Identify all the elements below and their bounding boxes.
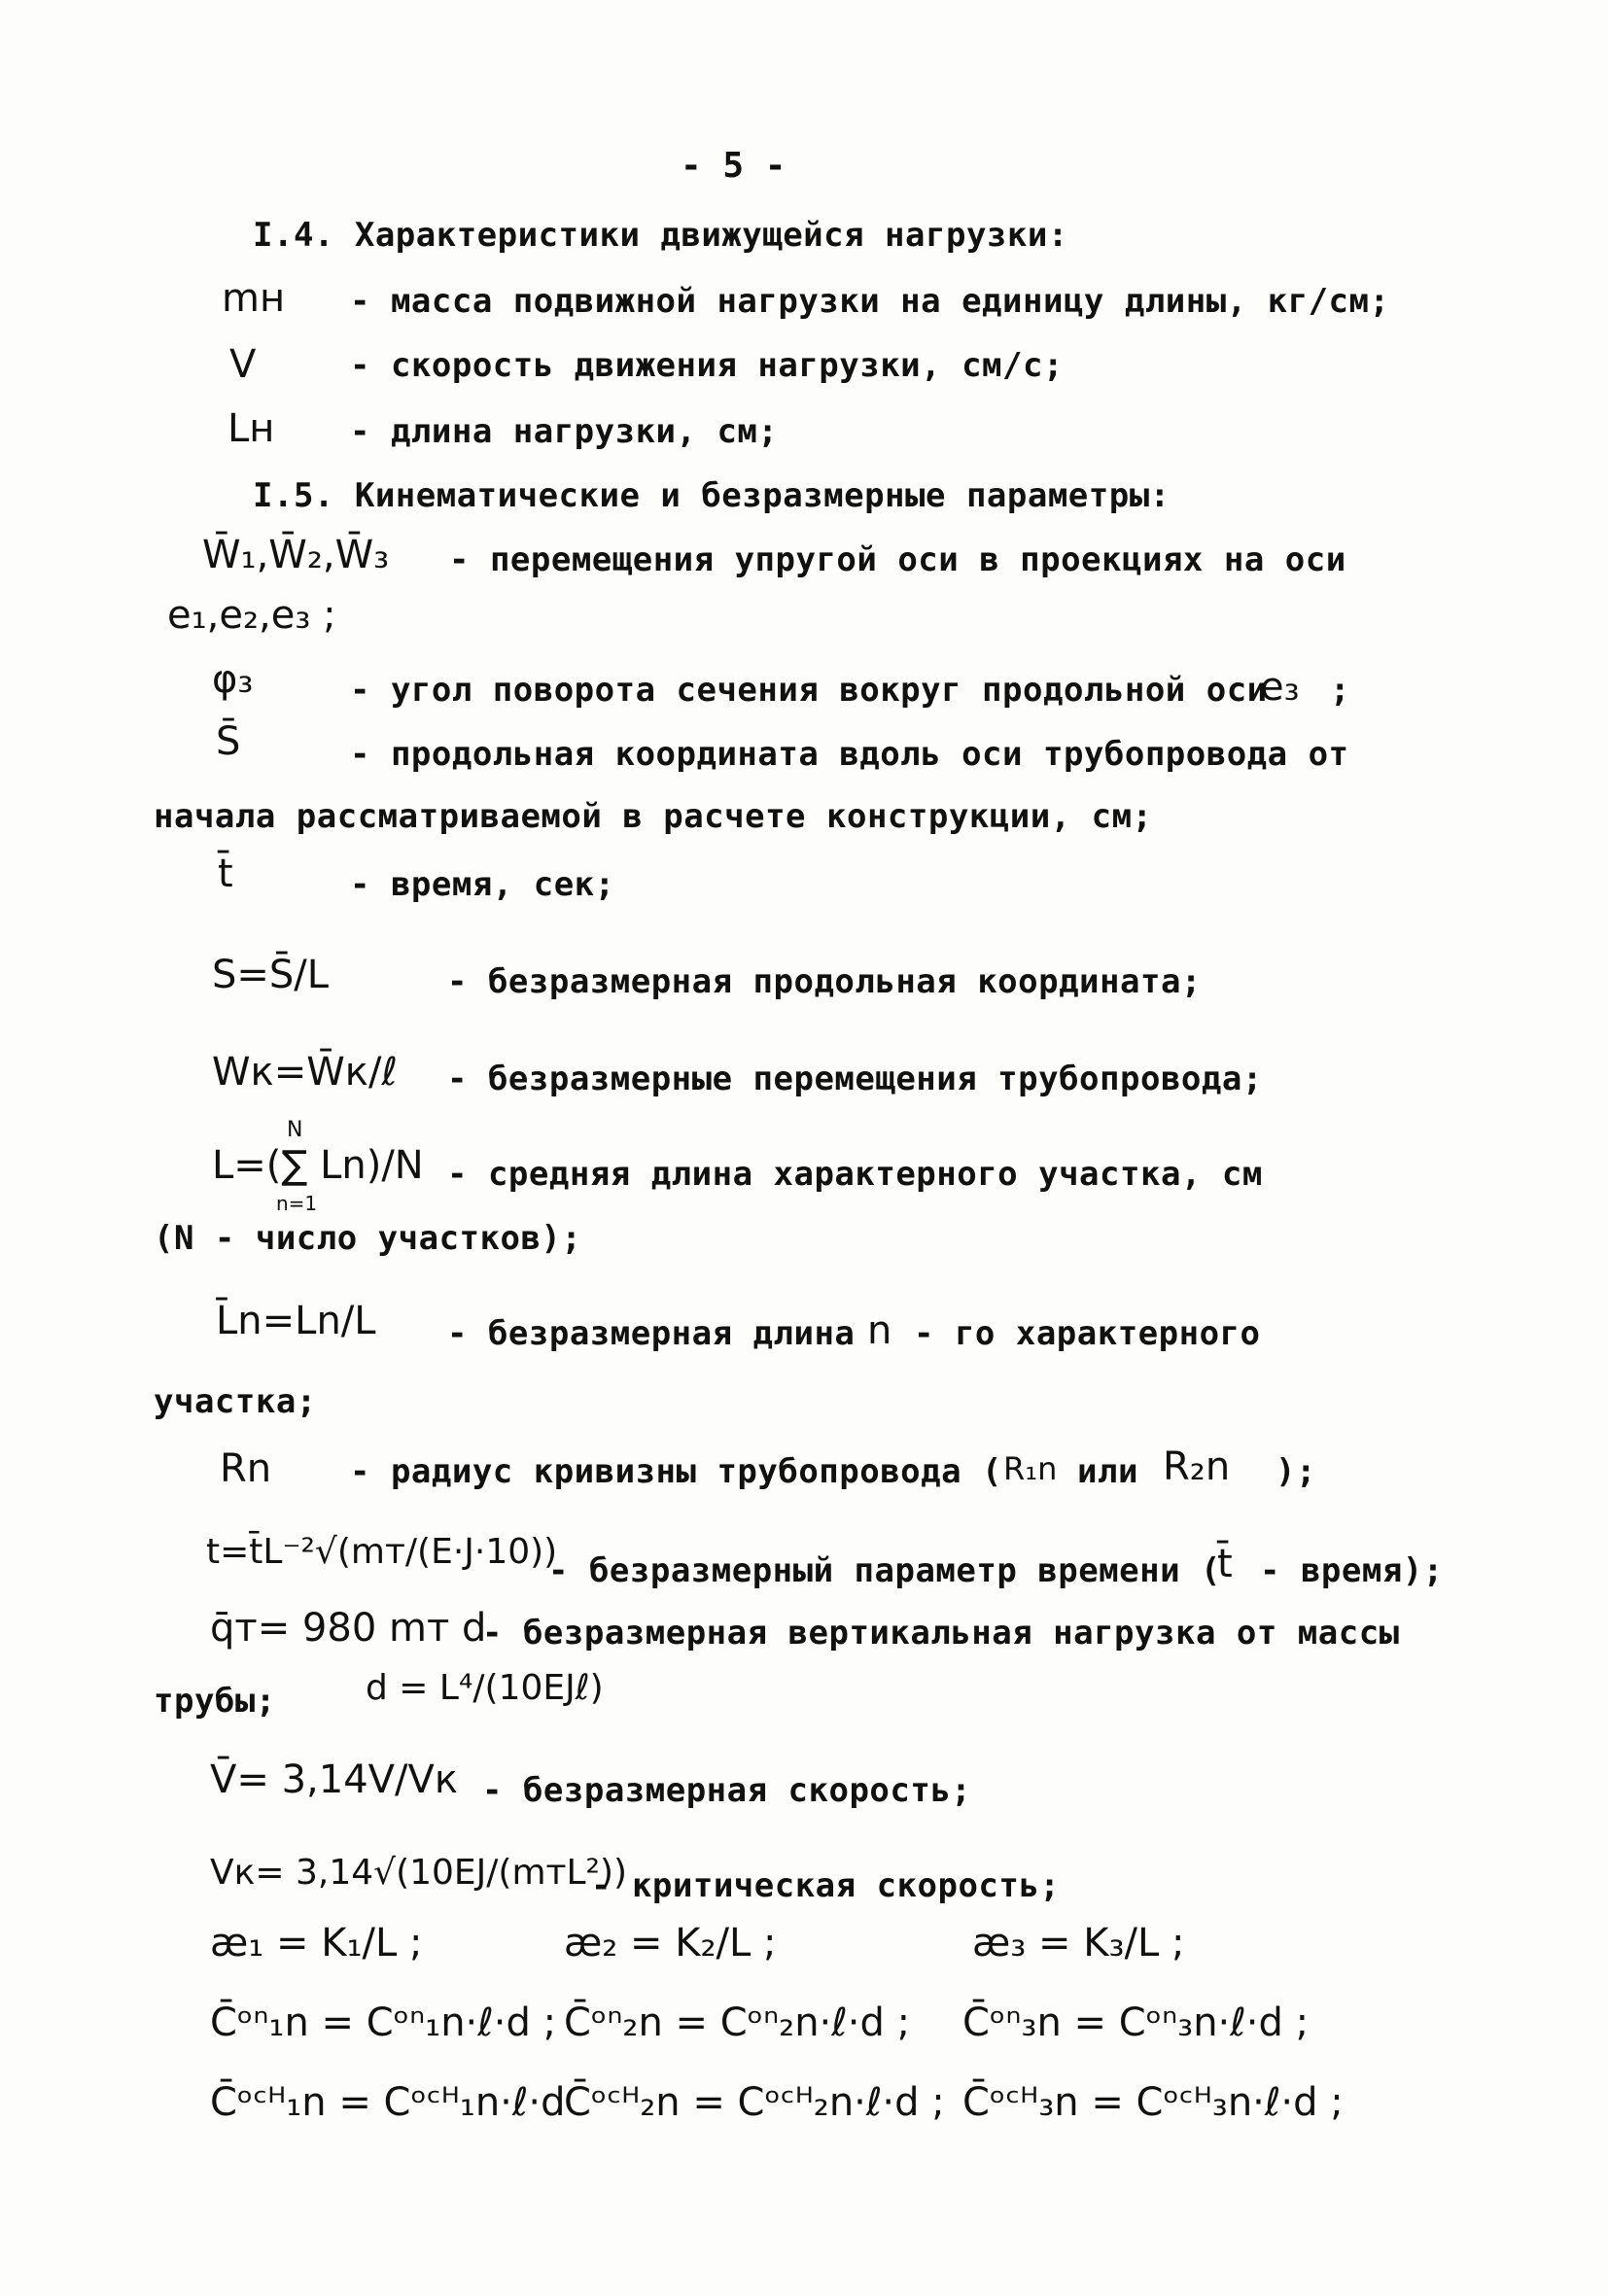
formula-ae-1: æ₁ = K₁/L ; (210, 1921, 423, 1966)
symbol-t-bar: t̄ (218, 852, 233, 896)
section-1-4-heading: I.4. Характеристики движущейся нагрузки: (253, 216, 1068, 255)
def-t-tail: - время); (1260, 1551, 1444, 1590)
page-number: - 5 - (681, 146, 787, 186)
sum-upper-limit: N (287, 1118, 303, 1142)
def-v-bar: - безразмерная скорость; (482, 1771, 972, 1810)
symbol-e3: e₃ (1260, 665, 1300, 710)
formula-c-on-1: C̄ᵒⁿ₁n = Cᵒⁿ₁n·ℓ·d ; (210, 2000, 557, 2045)
def-w123: - перемещения упругой оси в проекциях на оси (449, 540, 1346, 579)
symbol-n: n (867, 1308, 892, 1353)
def-l-avg-cont: (N - число участков); (154, 1219, 582, 1258)
def-q-t-cont: трубы; (154, 1682, 276, 1721)
def-rn-close: ); (1276, 1452, 1316, 1491)
section-1-5-heading: I.5. Кинематические и безразмерные параметры: (253, 476, 1171, 515)
def-q-t: - безразмерная вертикальная нагрузка от массы (482, 1614, 1400, 1652)
symbol-w123: W̄₁,W̄₂,W̄₃ (202, 533, 390, 577)
symbol-v: V (229, 342, 257, 387)
def-rn: - радиус кривизны трубопровода ( (350, 1452, 1003, 1491)
symbol-s: S=S̄/L (212, 953, 330, 997)
axes-e123: e₁,e₂,e₃ ; (167, 593, 336, 638)
def-ln-bar-cont: участка; (154, 1382, 317, 1421)
punct-e3: ; (1330, 671, 1350, 710)
symbol-s-bar: S̄ (216, 719, 241, 764)
symbol-l-avg: L=(∑ Ln)/N (212, 1143, 424, 1188)
symbol-wk: Wк=W̄к/ℓ (212, 1050, 398, 1095)
formula-ae-3: æ₃ = K₃/L ; (972, 1921, 1185, 1966)
symbol-t-bar-2: t̄ (1217, 1542, 1233, 1586)
def-s-bar-cont: начала рассматриваемой в расчете конструкции, см; (154, 797, 1153, 836)
def-s: - безразмерная продольная координата; (447, 962, 1202, 1001)
symbol-r2n: R₂n (1163, 1444, 1231, 1489)
def-s-bar: - продольная координата вдоль оси трубопровода от (350, 735, 1349, 774)
def-m-n: - масса подвижной нагрузки на единицу длины, кг/см; (350, 282, 1390, 321)
formula-c-on-3: C̄ᵒⁿ₃n = Cᵒⁿ₃n·ℓ·d ; (962, 2000, 1310, 2045)
def-v: - скорость движения нагрузки, см/с; (350, 346, 1064, 385)
symbol-rn: Rn (220, 1446, 272, 1491)
def-l-avg: - средняя длина характерного участка, см (447, 1155, 1263, 1194)
def-t-bar: - время, сек; (350, 865, 615, 904)
symbol-q-t: q̄т= 980 mт d (210, 1606, 487, 1651)
symbol-vk: Vк= 3,14√(10EJ/(mтL²)) (210, 1853, 628, 1893)
def-vk: - критическая скорость; (591, 1866, 1061, 1905)
def-ln-bar-mid: - го характерного (914, 1314, 1261, 1353)
def-t: - безразмерный параметр времени ( (548, 1551, 1222, 1590)
def-ln-bar: - безразмерная длина (447, 1314, 856, 1353)
symbol-t: t=t̄L⁻²√(mт/(E·J·10)) (206, 1532, 558, 1572)
formula-c-osn-2: C̄ᵒᶜᴴ₂n = Cᵒᶜᴴ₂n·ℓ·d ; (564, 2080, 945, 2125)
def-rn-or: или (1077, 1452, 1138, 1491)
def-wk: - безразмерные перемещения трубопровода; (447, 1060, 1263, 1098)
symbol-l-n: Lн (227, 406, 275, 451)
symbol-d: d = L⁴/(10EJℓ) (366, 1668, 604, 1708)
symbol-v-bar: V̄= 3,14V/Vк (210, 1757, 459, 1802)
symbol-r1n: R₁n (1003, 1450, 1058, 1487)
symbol-m-n: mн (222, 276, 286, 321)
formula-ae-2: æ₂ = K₂/L ; (564, 1921, 777, 1966)
formula-c-osn-3: C̄ᵒᶜᴴ₃n = Cᵒᶜᴴ₃n·ℓ·d ; (962, 2080, 1344, 2125)
symbol-ln-bar: L̄n=Ln/L (216, 1299, 376, 1343)
sum-lower-limit: n=1 (276, 1192, 318, 1215)
def-phi3: - угол поворота сечения вокруг продольной оси (350, 671, 1268, 710)
formula-c-osn-1: C̄ᵒᶜᴴ₁n = Cᵒᶜᴴ₁n·ℓ·d (210, 2080, 566, 2125)
def-l-n: - длина нагрузки, см; (350, 412, 779, 451)
formula-c-on-2: C̄ᵒⁿ₂n = Cᵒⁿ₂n·ℓ·d ; (564, 2000, 911, 2045)
symbol-phi3: φ₃ (212, 657, 254, 702)
